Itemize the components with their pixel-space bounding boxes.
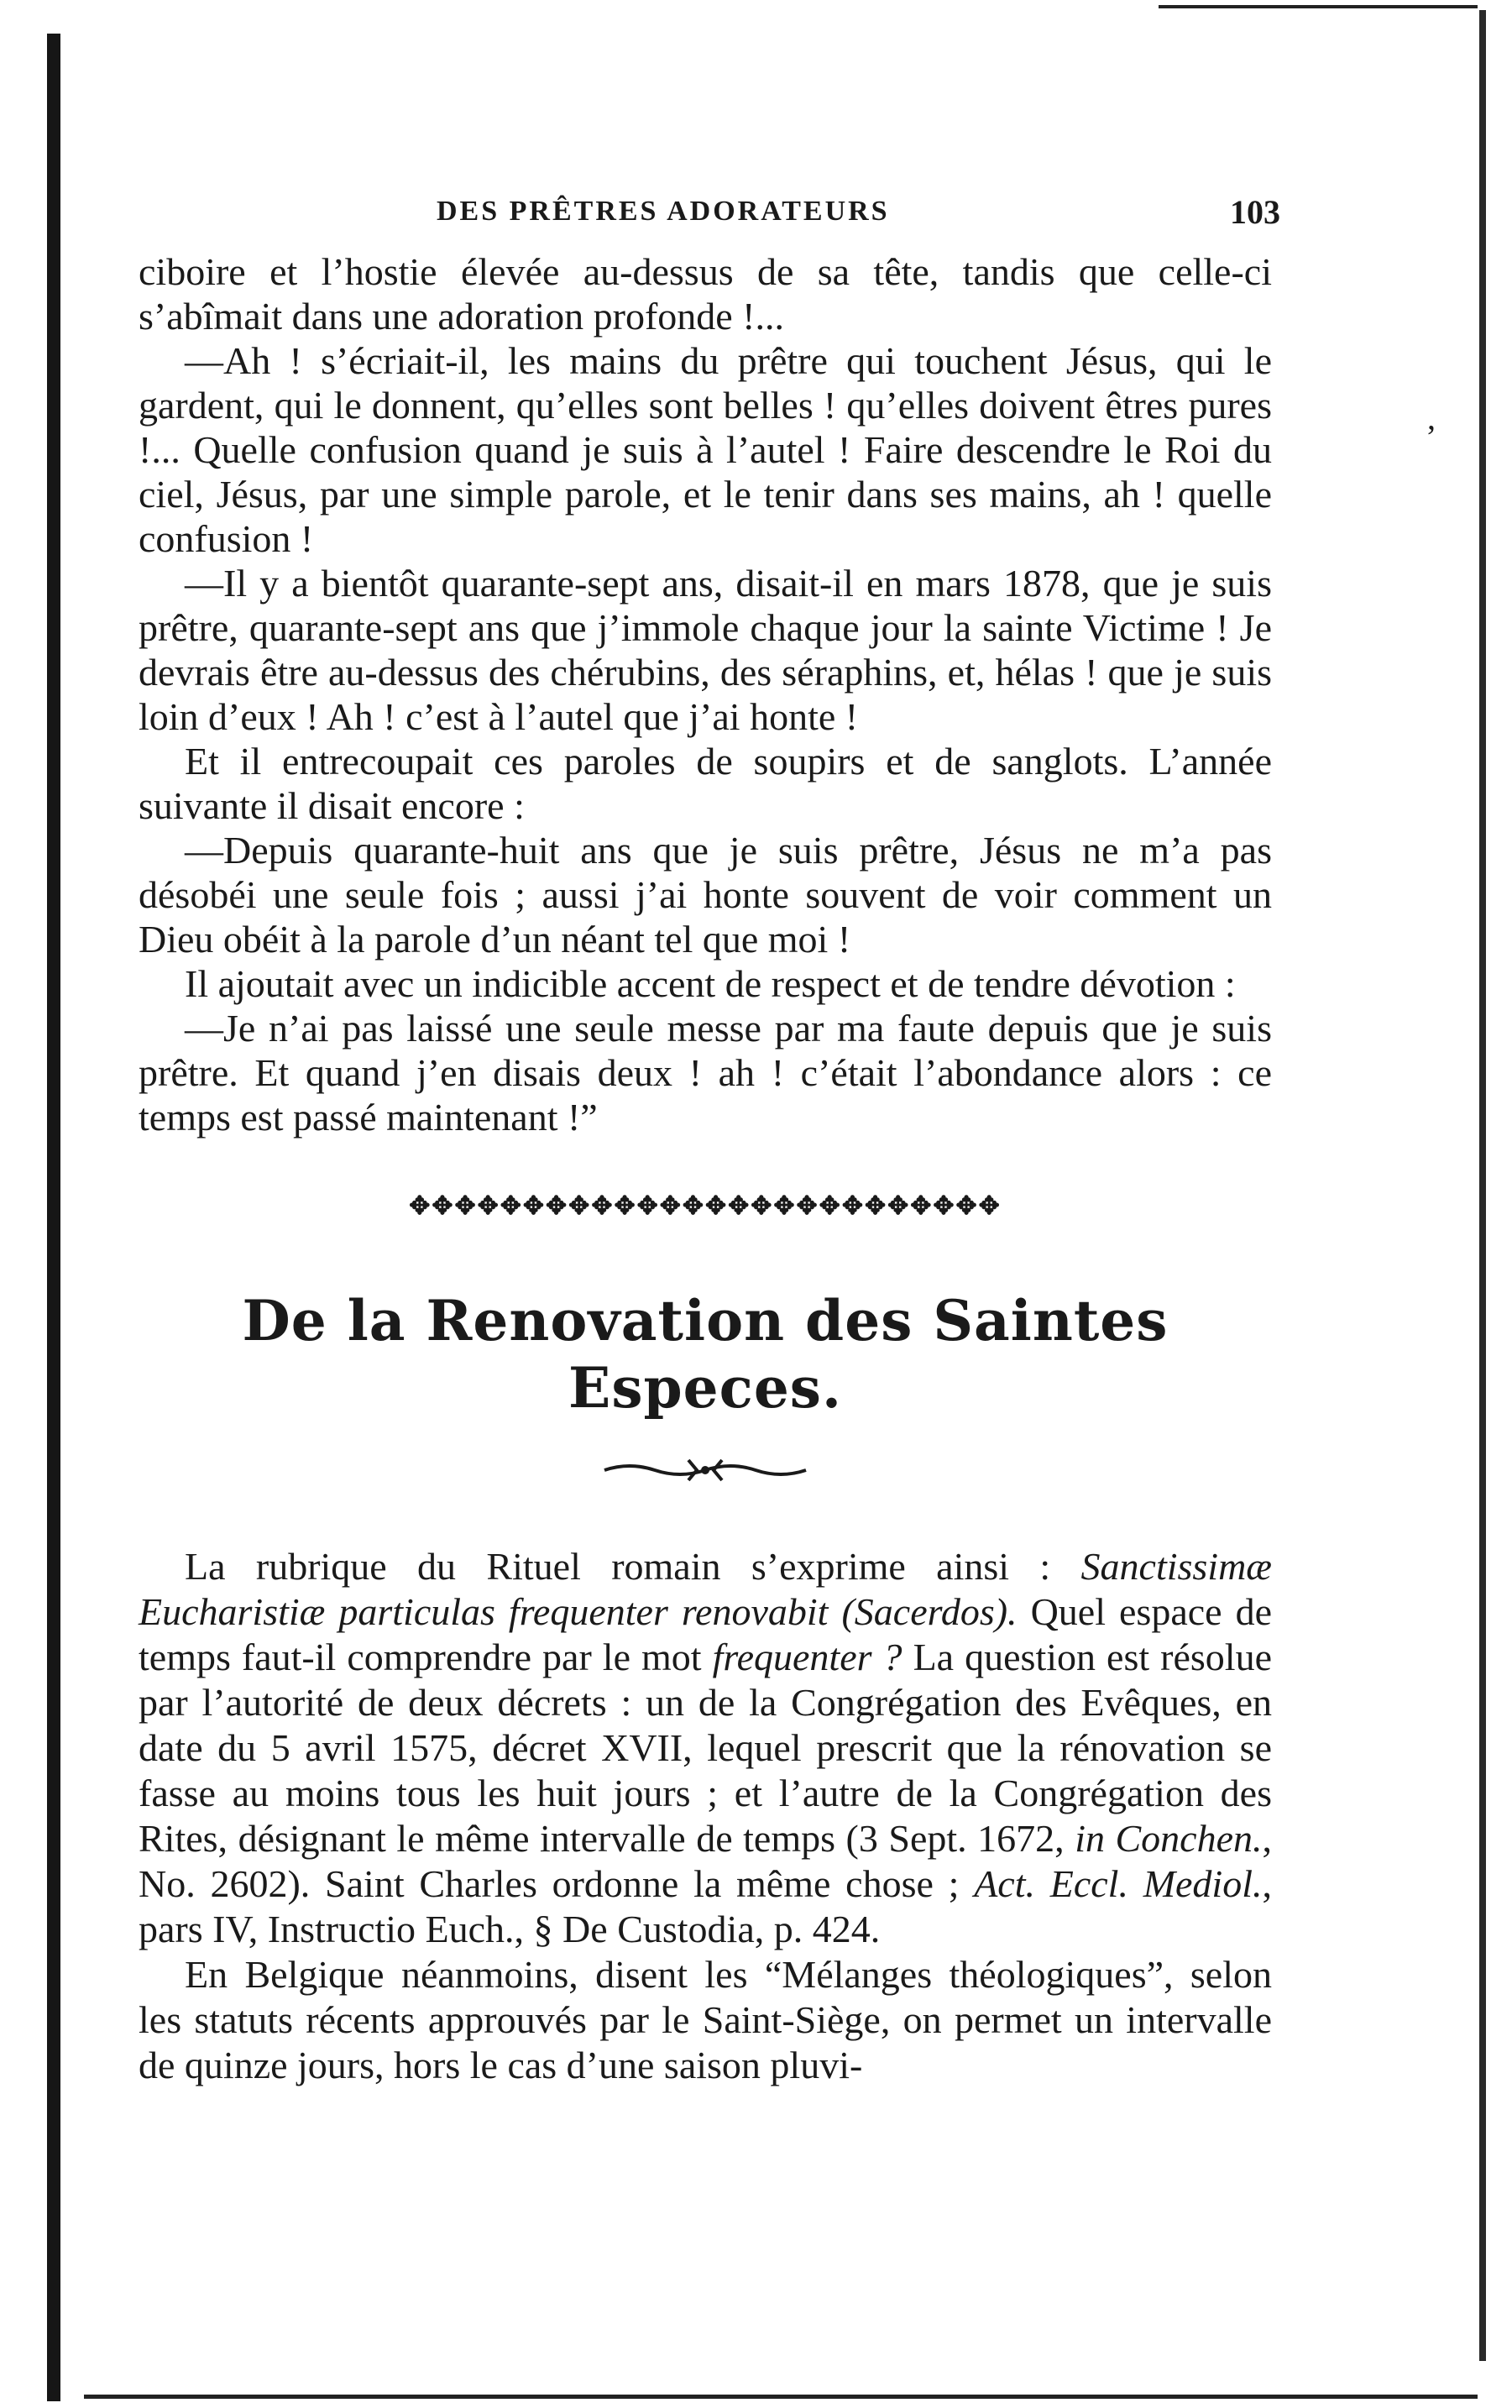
italic-citation: Act. Eccl. Mediol. xyxy=(974,1862,1263,1905)
page-number: 103 xyxy=(1230,193,1280,231)
text-run: , No. 2602). Saint Charles ordonne la même chose ; xyxy=(139,1817,1272,1905)
ornamental-divider: ✥✥✥✥✥✥✥✥✥✥✥✥✥✥✥✥✥✥✥✥✥✥✥✥✥✥ xyxy=(409,1192,1002,1220)
scan-right-edge xyxy=(1479,10,1486,2361)
body-text-top xyxy=(139,249,1272,1139)
flourish-ornament xyxy=(596,1453,814,1487)
scan-bottom-rule xyxy=(84,2395,1478,2399)
text-run: Quel espace de temps faut-il comprendre par le mot xyxy=(139,1590,1273,1678)
page-content xyxy=(139,189,1280,2088)
running-title: DES PRÊTRES ADORATEURS xyxy=(437,196,890,227)
running-head xyxy=(139,189,1280,239)
paragraph: —Ah ! s’écriait-il, les mains du prêtre qui touchent Jésus, qui le gardent, qui le donnent, qu’elles sont belles ! qu’elles doivent êtres pures !... Quelle confusion quand je suis à l’autel ! Faire descendre le Roi du ciel, Jésus, par une simple parole, et le tenir dans ses mains, ah ! quelle confusion ! xyxy=(139,339,1272,560)
section-heading: De la Renovation des Saintes Especes. xyxy=(242,1288,1169,1421)
section-body xyxy=(139,1544,1272,2088)
scan-left-binding-edge xyxy=(47,34,60,2401)
paragraph: —Il y a bientôt quarante-sept ans, disait-il en mars 1878, que je suis prêtre, quarante-sept ans que j’immole chaque jour la sainte Victime ! Je devrais être au-dessus des chérubins, des séraphins, et, hélas ! que je suis loin d’eux ! Ah ! c’est à l’autel que j’ai honte ! xyxy=(139,562,1272,738)
italic-citation: in Conchen. xyxy=(1075,1817,1263,1860)
italic-citation: Sanctissimæ Eucharistiæ particulas frequenter renovabit (Sacerdos). xyxy=(139,1545,1272,1633)
paragraph: ciboire et l’hostie élevée au-dessus de sa tête, tandis que celle-ci s’abîmait dans une adoration profonde !... xyxy=(139,250,1272,338)
paragraph: En Belgique néanmoins, disent les “Mélanges théologiques”, selon les statuts récents approuvés par le Saint-Siège, on permet un intervalle de quinze jours, hors le cas d’une saison pluvi- xyxy=(139,1953,1272,2086)
paragraph: Il ajoutait avec un indicible accent de respect et de tendre dévotion : xyxy=(185,962,1236,1005)
italic-term: frequenter ? xyxy=(712,1636,902,1678)
scan-top-rule xyxy=(1159,5,1478,8)
stray-mark: , xyxy=(1427,399,1436,437)
paragraph xyxy=(139,1544,1272,1952)
text-run: La question est résolue par l’autorité de deux décrets : un de la Congrégation des Evêques, en date du 5 avril 1575, décret XVII, lequel prescrit que la rénovation se fasse au moins tous les huit jours ; et l’autre de la Congrégation des Rites, désignant le même intervalle de temps (3 Sept. 1672, xyxy=(139,1636,1272,1860)
paragraph: Et il entrecoupait ces paroles de soupirs et de sanglots. L’année suivante il disait encore : xyxy=(139,740,1272,827)
paragraph: —Depuis quarante-huit ans que je suis prêtre, Jésus ne m’a pas désobéi une seule fois ; aussi j’ai honte souvent de voir comment un Dieu obéit à la parole d’un néant tel que moi ! xyxy=(139,829,1272,961)
text-run: La rubrique du Rituel romain s’exprime ainsi : xyxy=(185,1545,1081,1588)
paragraph: —Je n’ai pas laissé une seule messe par ma faute depuis que je suis prêtre. Et quand j’en disais deux ! ah ! c’était l’abondance alors : ce temps est passé maintenant !” xyxy=(139,1007,1272,1139)
text-run: , pars IV, Instructio Euch., § De Custodia, p. 424. xyxy=(139,1862,1272,1950)
